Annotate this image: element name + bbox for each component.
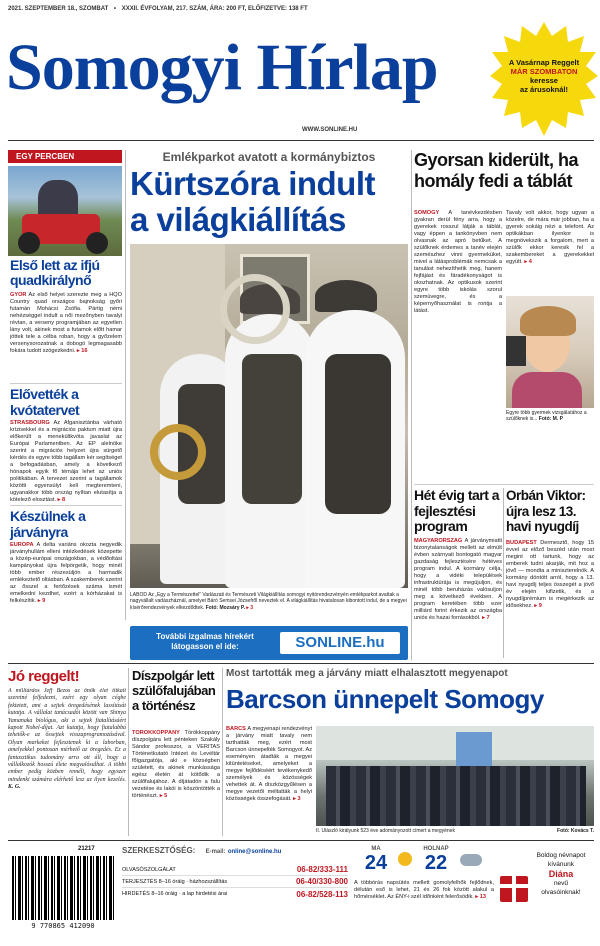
barcode-top-number: 21217: [78, 846, 95, 852]
story1-cont[interactable]: 16: [81, 348, 88, 354]
weather-day1-temp: 24: [364, 852, 388, 874]
story3-headline[interactable]: Készülnek a járványra: [10, 508, 86, 540]
quad-wheel: [18, 232, 40, 254]
nameday-line1: Boldog névnapot: [536, 852, 586, 859]
story3-lead: EURÓPA: [10, 542, 34, 548]
bottom-left-lead: TÖRÖKKOPPÁNY: [132, 730, 180, 736]
nameday-line4: olvasóinknak!: [541, 888, 581, 896]
right-top-text2: Tavaly volt akkor, hogy ugyan a közelre, de mára már jobban, ha a gyerek sokáig nézi a telefont. Az optikákban ilyenkor is megnövekszik a forgalom, mert a szülők ekkor keresik fel a szakembereket a gyerekekkel együtt.: [506, 210, 594, 265]
right-top-headline[interactable]: Gyorsan kiderült, ha homály fedi a táblát: [414, 150, 579, 191]
barcode: [8, 846, 118, 936]
center-caption-text: LÁBOD Az „Egy a Természettel” Vadászati és Természeti Világkiállítás somogyi nyitórendezvényén emlékparkot avattak a nagyvállalt vadászháznál, amelyet Báró Semsei Józsefről neveztek el. A világkiállítás hivatalosan kibontott indul, de a megyei kísérőrendezvények elkezdődtek.: [130, 592, 407, 611]
story2-body: STRASBOURG Az Afganisztánba várható krízisekkel és a migrációs paktum miatt újra előkerült a menekültkvóta javaslat az Európai Parlamentben. Az EP alelnöke szerint a migrációs helyzet újra sürgető kérdés és egyre több tagállam kér segítséget a befogadásban, amely a következő hónapok egyik fő témája lehet az uniós politikában. A tervezet szerint a tagállamok közötti egyensúlyt kell megteremteni, ugyanakkor több ország nyíltan elutasítja a kötelező elosztást. ▸ 8: [10, 420, 122, 502]
service-row: [122, 888, 348, 900]
horn-players-photo: [130, 244, 408, 588]
opinion-body: [8, 688, 126, 836]
dateline-bar: 2021. SZEPTEMBER 18., SZOMBAT • XXXII. ÉVFOLYAM, 217. SZÁM, ÁRA: 200 FT, ELŐFIZETVE: 138 FT: [8, 6, 308, 12]
right-mid1-body: MAGYARORSZÁG A járványmiatti bizonytalanságok mellett az elmúlt évben szárnyait bontogató magyar gazdaság fejlesztésére hétéves program indul. A kormány célja, hogy a vidéki települések infrastruktúrája is megújuljon, és minél több beruházás valósuljon meg a következő években. A program keretében több ezer milliárd forint érkezik az országba uniós és hazai forrásokból. ▸ 7: [414, 538, 502, 621]
right-mid2-headline[interactable]: Orbán Viktor: újra lesz 13. havi nyugdíj: [506, 488, 586, 534]
bottom-right-body: BARCS A megyenapi rendezvényt a járvány miatt tavaly nem tarthatták meg, ezért most Barcson ünnepelték Somogyot. Az eseményen átadták a megyei kitüntetéseket, amelyeket a megye fejlődéséért tevékenykedő személyek és közösségek vehettek át. A díszközgyűlésen a megye vezetői méltatták a helyi közösségek összefogását. ▸ 3: [226, 726, 312, 802]
website-label[interactable]: WWW.SONLINE.HU: [302, 127, 358, 133]
nameday-line2: kívánunk: [547, 860, 575, 868]
center-headline[interactable]: [130, 166, 408, 238]
service-row3-phone[interactable]: 06-82/528-113: [296, 889, 348, 899]
weather-day2-label: HOLNAP: [423, 846, 449, 852]
bottom-right-kicker: Most tartották meg a járvány miatt elhalasztott megyenapot: [226, 668, 508, 679]
opinion-text: A milliárdos Jeff Bezos az önök élet titkait szeretné felfedezni, ezért egy olyan cégbe fektetett, ami a sejtek öregedésének lassítását kutatja. A vállalat tanácsadói között van Shinya Yamanaka biológus, aki a sejtek fiatalításáért kapott Nobel-díjat. Azt kutatja, hogy fiatalabbá tehetők-e az őssejtek visszaprogramozásával. Olyan markeket fejlesztenek ki a laborban, amelyekkel pontosan mérhető az öregedés. Ez a fantasztikus tudomány arra ott áll, hogy a vállalkozók hosszú élete megvalósulhat. A többi ember pedig közben reméli, hogy egyszer mindenki számára elérhető lesz az ilyen kezelés.: [8, 688, 126, 783]
cloud-sun-icon: [460, 854, 482, 866]
issue-info: XXXII. ÉVFOLYAM, 217. SZÁM, ÁRA: 200 FT, ELŐFIZETVE: 138 FT: [121, 6, 308, 12]
sun-icon: [398, 852, 412, 866]
eye-photo-credit: Fotó: M. P: [538, 416, 563, 423]
story1-lead: GYŐR: [10, 292, 27, 298]
center-kicker: Emlékparkot avatott a kormánybiztos: [162, 150, 376, 164]
weather-day2: [414, 846, 458, 874]
bottom-right-headline[interactable]: Barcson ünnepelt Somogy: [226, 684, 544, 714]
service-row2-label: TERJESZTÉS 8–16 óráig · házhozszállítás: [122, 878, 228, 885]
section-label: EGY PERCBEN: [8, 150, 122, 163]
service-row: [122, 864, 348, 876]
bottom-right-lead: BARCS: [226, 726, 246, 732]
editorial-header: [122, 846, 348, 858]
weather-day2-temp: 22: [424, 852, 448, 874]
right-mid2-cont[interactable]: 9: [538, 603, 542, 609]
newspaper-title: Somogyi Hírlap: [6, 31, 438, 104]
county-caption-text: II. Ulászló királyunk 523 éve adományozott címert a megyének: [316, 828, 455, 834]
service-row1-label: OLVASÓSZOLGÁLAT: [122, 866, 176, 873]
right-mid1-lead: MAGYARORSZÁG: [414, 538, 463, 544]
opinion-author: K. G.: [8, 784, 21, 791]
promo-line1: További izgalmas hírekért: [156, 632, 254, 641]
badge-line2: MÁR SZOMBATON: [510, 67, 578, 76]
right-mid2-lead: BUDAPEST: [506, 540, 537, 546]
story2-headline[interactable]: Elővették a kvótatervet: [10, 386, 80, 418]
building-bg: [316, 726, 594, 760]
story1-headline[interactable]: Első lett az ifjú quadkirálynő: [10, 257, 100, 288]
hunting-horn: [220, 274, 290, 344]
weather-text: A többórás napsütés mellett gomolyfelhők fejlődnek, délután eső is lehet, 21 és 26 fok között alakul a hőmérséklet. Az ÉNY-i szél időnként felerősödik. ▸ 13: [354, 880, 494, 900]
service-row2-phone[interactable]: 06-40/330-800: [295, 877, 348, 886]
nameday-box: [498, 846, 594, 936]
right-mid1-cont[interactable]: 7: [486, 615, 490, 621]
opinion-title: Jó reggelt!: [8, 668, 80, 685]
child-hair: [520, 306, 576, 336]
story2-cont[interactable]: 8: [61, 497, 66, 502]
badge-line4: az árusoknál!: [520, 85, 568, 94]
bottom-left-headline[interactable]: Díszpolgár lett szülőfalujában a történész: [132, 668, 216, 713]
promo-badge-text: [500, 58, 588, 94]
right-top-body2: Tavaly volt akkor, hogy ugyan a közelre, de mára már jobban, ha a gyerek sokáig nézi a telefont. Az optikákban ilyenkor is megnövekszik a forgalom, mert a szülők ekkor keresik fel a szakembereket a gyerekekkel együtt. ▸ 4: [506, 210, 594, 265]
nameday-name: Diána: [548, 869, 574, 879]
brass-horn: [150, 424, 206, 480]
email-link[interactable]: online@sonline.hu: [227, 849, 282, 855]
story2-text: Az Afganisztánba várható krízisekkel és a migrációs paktum miatt újra előkerült a menekültkvóta javaslat az Európai Parlamentben. Az EP alelnöke szerint a migrációs helyzet újra sürgető kérdés és egyre több tagállam kér segítséget a befogadásban, amely a következő hónapok egyik fő témája lehet az uniós politikában. A tervezet szerint a tagállamok közötti egyensúlyt kell megteremteni, ugyanakkor több ország nyíltan elutasítja a kötelező elosztást.: [10, 420, 122, 502]
gift-icon: [500, 876, 528, 902]
center-caption: LÁBOD Az „Egy a Természettel” Vadászati és Természeti Világkiállítás somogyi nyitórendezvényén emlékparkot avattak a nagyvállalt vadászháznál, amelyet Báró Semsei Józsefről neveztek el. A világkiállítás hivatalosan kibontott indul, de a megyei kísérőrendezvények elkezdődtek. Fotó: Mozsáry P. ▸ 3: [130, 592, 407, 611]
county-day-photo: [316, 726, 594, 826]
right-mid2-body: BUDAPEST Dermesztő, hogy 15 évvel az előző beszéd után most megint ott tartunk, hogy az emberek tudni akarják, mit hoz a jövő — mondta a miniszterelnök. A kormány döntött arról, hogy a 13. havi nyugdíj teljes összegét a jövő év elején kifizetik, és a nyugdíjprémium is megérkezik az idősekhez. ▸ 9: [506, 540, 594, 609]
badge-line1: A Vasárnap Reggelt: [508, 58, 580, 67]
nameday-text: [528, 852, 594, 897]
county-photo-credit: Fotó: Kovács T.: [557, 828, 594, 834]
center-headline-line1: Kürtszóra indult: [130, 165, 375, 202]
email-label: E-mail:: [205, 849, 226, 855]
county-day-caption: [316, 828, 594, 836]
nameday-line3: nevű: [553, 880, 569, 887]
center-photo-credit: Fotó: Mozsáry P.: [205, 604, 245, 611]
player-right-vest: [325, 354, 391, 514]
eye-exam-photo: [506, 296, 594, 408]
promo-text: [140, 632, 270, 652]
weather-text-body: A többórás napsütés mellett gomolyfelhők fejlődnek, délután eső is lehet, 21 és 26 fok között alakul a hőmérséklet. Az ÉNY-i szél időnként felerősödik.: [354, 880, 494, 900]
eye-caption-text: Egyre több gyermek vizsgálatához a szülőknek is...: [506, 410, 587, 423]
service-row3-label: HIRDETÉS 8–16 óráig · a lap hirdetési árai: [122, 891, 228, 897]
eye-chart-device: [506, 336, 526, 366]
right-top-lead: SOMOGY: [414, 210, 440, 216]
player-center-vest: [242, 354, 302, 504]
bottom-left-body: TÖRÖKKOPPÁNY Törökkoppány díszpolgára lett pénteken Szakály Sándor professzor, a VERITAS Történetkutató Intézet és Levéltár főigazgatója, aki e községben született, és akinek munkássága egész életén át kötődik a szülőfalujához. A díjátadón a falu vezetése és lakói is köszöntötték a történészt. ▸ 5: [132, 730, 220, 799]
right-top-cont[interactable]: 4: [528, 259, 532, 265]
right-mid1-headline[interactable]: Hét évig tart a fejlesztési program: [414, 487, 500, 534]
right-mid2-text: Dermesztő, hogy 15 évvel az előző beszéd után most megint ott tartunk, hogy az emberek tudni akarják, mit hoz a jövő — mondta a miniszterelnök. A kormány döntött arról, hogy a 13. havi nyugdíj teljes összegét a jövő év elején kifizetik, és a nyugdíjprémium is megérkezik az idősekhez.: [506, 540, 594, 609]
editorial-box: [122, 846, 348, 936]
right-top-body1: [414, 210, 502, 482]
crowd: [326, 766, 586, 826]
right-top-text1: A tanévkezdésben gyakran derül fény arra, hogy a gyerekek rosszul látják a táblát, vagy éppen a tankönyvben nem olvasnak az apró betűket. A szülőknek érdemes a tanév elején szemészhez vinni gyermeküket, mivel a látásproblémák nemcsak a tanulást nehezíthetik meg, hanem fejfájást és fáradékonyságot is okozhatnak. Az optikusok szerint egyre több iskolás szorul szemüvegre, és a képernyőhasználat is rontja a látást.: [414, 210, 502, 314]
story1-text: Az első helyet szerezte meg a HQO Country quad országos bajnokság győri futamán Mohácsi Zsófia. Pártig némi nehézséggel indult a női mezőnyben tavalyi révtan, a verseny programjában az egyetlen lány volt, akinek most a futamok előtt hamar jöttek tele a célba roban, hogy a győzelem versenysorozatnak a dobogó legmagasabb fokára tudott szögezkedni.: [10, 292, 122, 354]
center-cont[interactable]: 3: [250, 604, 254, 611]
story3-body: EURÓPA A delta variáns okozta negyedik járványhullám elleni intézkedések közepette a közép-európai országokban, a védőoltási kampányokat újra felpörgetik, hogy minél több ember részesüljön a harmadik emlékeztető oltásban. A szakemberek szerint az ősszel a fertőzések száma ismét emelkedni kezdhet, ezért a kórházakat is felkészítik. ▸ 9: [10, 542, 122, 604]
quad-wheel: [86, 232, 108, 254]
barcode-number: 9 770865 412090: [31, 922, 95, 930]
promo-site[interactable]: SONLINE.hu: [280, 632, 400, 654]
service-row: [122, 876, 348, 888]
sonline-promo-banner[interactable]: [130, 626, 408, 660]
story2-lead: STRASBOURG: [10, 420, 50, 426]
bottom-right-cont[interactable]: 3: [297, 796, 301, 802]
promo-line2: látogasson el ide:: [171, 642, 239, 651]
bottom-left-text: Törökkoppány díszpolgára lett pénteken Szakály Sándor professzor, a VERITAS Történetkutató Intézet és Levéltár főigazgatója, aki e községben született, és akinek munkássága egész életén át kötődik a szülőfalujához. A díjátadón a falu vezetése és lakói is köszöntötték a történészt.: [132, 730, 220, 799]
bottom-right-text: A megyenapi rendezvényt a járvány miatt tavaly nem tarthatták meg, ezért most Barcson ünnepelték Somogyot. Az eseményen átadták a megyei kitüntetéseket, amelyeket a megye fejlődéséért tevékenykedő személyek és közösségek vehettek át. A díszközgyűlésen a megye vezetői méltatták a helyi közösségek összefogását.: [226, 726, 312, 802]
story1-body: GYŐR Az első helyet szerezte meg a HQO Country quad országos bajnokság győri futamán Mohácsi Zsófia. Pártig némi nehézséggel indult a női mezőnyben tavalyi révtan, a verseny programjában az egyetlen lány volt, akinek most a futamok előtt hamar jöttek tele a célba roban, hogy a győzelem versenysorozatnak a dobogó legmagasabb fokára tudott szögezkedni. ▸ 16: [10, 292, 122, 354]
weather-box: [354, 846, 494, 936]
dateline: 2021. SZEPTEMBER 18., SZOMBAT: [8, 6, 109, 12]
weather-day1: [354, 846, 398, 874]
child-shirt: [512, 372, 582, 408]
weather-cont[interactable]: 13: [479, 894, 486, 900]
eye-photo-caption: [506, 410, 594, 430]
service-row1-phone[interactable]: 06-82/333-111: [296, 865, 348, 874]
weather-day1-label: MA: [371, 846, 381, 852]
player-right-hat: [315, 280, 377, 312]
story3-text: A delta variáns okozta negyedik járványhullám elleni intézkedések közepette a közép-európai országokban, a védőoltási kampányokat újra felpörgetik, hogy minél több ember részesüljön a harmadik emlékeztető oltásban. A szakemberek szerint az ősszel a fertőzések száma ismét emelkedni kezdhet, ezért a kórházakat is felkészítik.: [10, 542, 122, 604]
bottom-left-cont[interactable]: 5: [164, 793, 168, 799]
right-mid1-text: A járványmiatti bizonytalanságok mellett az elmúlt évben szárnyait bontogató magyar gazdaság fejlesztésére hétéves program indul. A kormány célja, hogy a vidéki települések infrastruktúrája is megújuljon, és minél több beruházás valósuljon meg a következő években. A program keretében több ezer milliárd forint érkezik az országba uniós és hazai forrásokból.: [414, 538, 502, 621]
barcode-bars: [12, 856, 114, 920]
story3-cont[interactable]: 9: [42, 598, 46, 604]
editorial-label: SZERKESZTŐSÉG:: [122, 846, 196, 855]
quad-photo: [8, 166, 122, 256]
center-headline-line2: a világkiállítás: [130, 201, 346, 238]
badge-line3: keresse: [530, 76, 558, 85]
